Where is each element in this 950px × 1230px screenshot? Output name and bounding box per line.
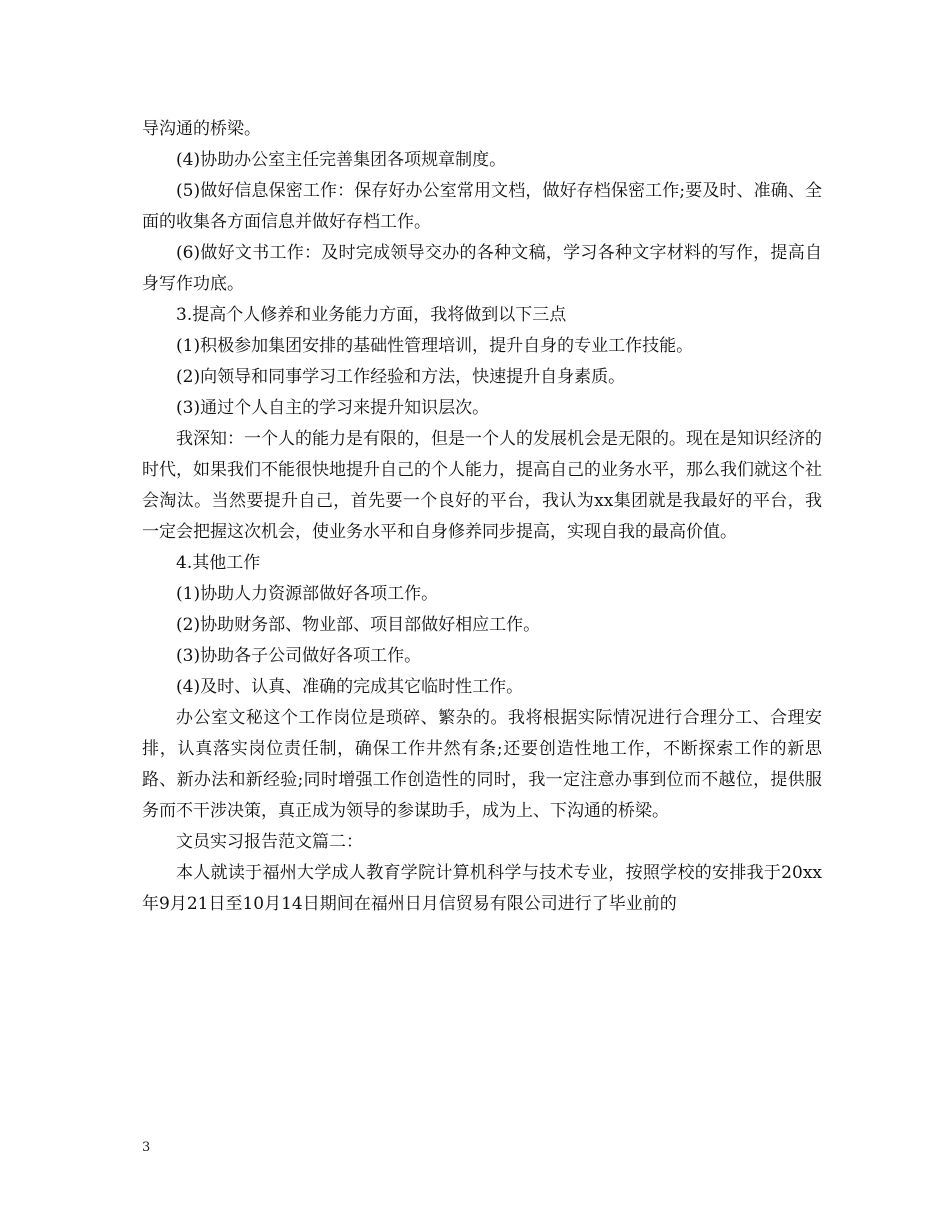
document-body — [142, 114, 822, 920]
paragraph-item-2-learning: (2)向领导和同事学习工作经验和方法，快速提升自身素质。 — [176, 367, 626, 387]
paragraph-other-2: (2)协助财务部、物业部、项目部做好相应工作。 — [176, 615, 541, 635]
paragraph-conclusion: 办公室文秘这个工作岗位是琐碎、繁杂的。我将根据实际情况进行合理分工、合理安排，认真落实岗位责任制，确保工作井然有条;还要创造性地工作，不断探索工作的新思路、新办法和新经验;同时增强工作创造性的同时，我一定注意办事到位而不越位，提供服务而不干涉决策，真正成为领导的参谋助手，成为上、下沟通的桥梁。 — [142, 708, 822, 821]
paragraph-reflection: 我深知：一个人的能力是有限的，但是一个人的发展机会是无限的。现在是知识经济的时代，如果我们不能很快地提升自己的个人能力，提高自己的业务水平，那么我们就这个社会淘汰。当然要提升自己，首先要一个良好的平台，我认为xx集团就是我最好的平台，我一定会把握这次机会，使业务水平和自身修养同步提高，实现自我的最高价值。 — [142, 429, 822, 542]
section-heading-4: 4.其他工作 — [176, 553, 261, 573]
paragraph-other-1: (1)协助人力资源部做好各项工作。 — [176, 584, 439, 604]
paragraph-item-3-self-study: (3)通过个人自主的学习来提升知识层次。 — [176, 398, 490, 418]
paragraph-other-3: (3)协助各子公司做好各项工作。 — [176, 646, 422, 666]
paragraph-continuation: 导沟通的桥梁。 — [142, 119, 261, 139]
article-heading-part-two: 文员实习报告范文篇二： — [176, 832, 363, 852]
paragraph-item-6-documents: (6)做好文书工作：及时完成领导交办的各种文稿，学习各种文字材料的写作，提高自身写作功底。 — [142, 243, 822, 294]
paragraph-item-1-training: (1)积极参加集团安排的基础性管理培训，提升自身的专业工作技能。 — [176, 336, 694, 356]
section-heading-3: 3.提高个人修养和业务能力方面，我将做到以下三点 — [176, 305, 567, 325]
page-number: 3 — [142, 1140, 151, 1155]
paragraph-introduction: 本人就读于福州大学成人教育学院计算机科学与技术专业，按照学校的安排我于20xx年9月21日至10月14日期间在福州日月信贸易有限公司进行了毕业前的 — [142, 863, 822, 914]
paragraph-item-5-confidentiality: (5)做好信息保密工作：保存好办公室常用文档，做好存档保密工作;要及时、准确、全面的收集各方面信息并做好存档工作。 — [142, 181, 822, 232]
paragraph-other-4: (4)及时、认真、准确的完成其它临时性工作。 — [176, 677, 524, 697]
paragraph-item-4-rules: (4)协助办公室主任完善集团各项规章制度。 — [176, 150, 507, 170]
